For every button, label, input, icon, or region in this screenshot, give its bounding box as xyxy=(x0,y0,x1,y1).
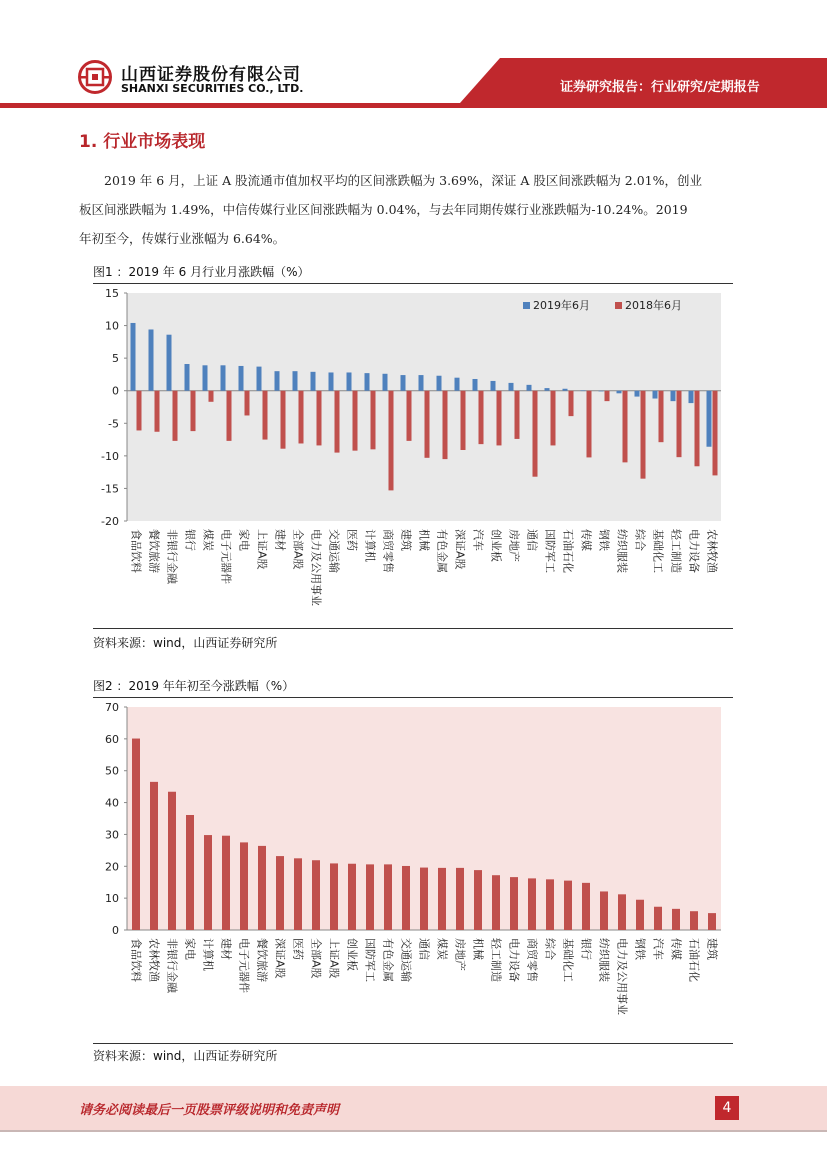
x-tick-label: 餐饮旅游 xyxy=(255,938,269,982)
bar-ytd xyxy=(204,835,212,930)
x-tick-label: 纺织服装 xyxy=(597,938,611,982)
bar-2018 xyxy=(551,391,556,446)
y-tick-label: 10 xyxy=(105,892,119,906)
bar-2018 xyxy=(227,391,232,441)
bar-ytd xyxy=(690,911,698,930)
company-name-cn: 山西证券股份有限公司 xyxy=(121,65,301,85)
bar-ytd xyxy=(150,782,158,930)
x-tick-label: 轻工制造 xyxy=(489,938,503,982)
bar-2019 xyxy=(653,391,658,399)
bar-ytd xyxy=(528,878,536,930)
x-tick-label: 全部A股 xyxy=(291,529,305,570)
bar-2019 xyxy=(257,367,262,391)
y-tick-label: 10 xyxy=(105,319,119,333)
x-tick-label: 商贸零售 xyxy=(525,938,539,982)
x-tick-label: 交通运输 xyxy=(327,529,341,573)
bar-ytd xyxy=(672,909,680,930)
bar-ytd xyxy=(240,842,248,930)
paragraph-line: 板区间涨跌幅为 1.49%，中信传媒行业区间涨跌幅为 0.04%，与去年同期传媒行业涨跌幅为-10.24%。2019 xyxy=(79,202,688,217)
x-tick-label: 深证A股 xyxy=(453,529,467,570)
x-tick-label: 汽车 xyxy=(651,938,665,960)
bar-2018 xyxy=(443,391,448,459)
x-tick-label: 电力设备 xyxy=(507,938,521,982)
bar-2019 xyxy=(473,379,478,391)
x-tick-label: 国防军工 xyxy=(363,938,377,982)
x-tick-label: 创业板 xyxy=(345,938,359,971)
x-tick-label: 综合 xyxy=(543,938,557,960)
paragraph-line: 年初至今，传媒行业涨幅为 6.64%。 xyxy=(79,231,286,246)
bar-2018 xyxy=(515,391,520,439)
x-tick-label: 家电 xyxy=(237,529,251,551)
bar-2019 xyxy=(491,381,496,391)
x-tick-label: 传媒 xyxy=(579,529,593,551)
x-tick-label: 农林牧渔 xyxy=(705,529,719,573)
x-tick-label: 石油石化 xyxy=(561,529,575,573)
x-tick-label: 房地产 xyxy=(507,529,521,562)
monthly-change-chart xyxy=(93,284,733,628)
x-tick-label: 银行 xyxy=(183,529,197,551)
bar-2019 xyxy=(599,391,604,392)
x-tick-label: 钢铁 xyxy=(633,938,647,960)
bar-2018 xyxy=(371,391,376,450)
x-tick-label: 电力设备 xyxy=(687,529,701,573)
bar-ytd xyxy=(366,864,374,930)
figure1-title: 图1 ：2019 年 6 月行业月涨跌幅（%） xyxy=(93,265,310,279)
bar-2018 xyxy=(407,391,412,441)
x-tick-label: 上证A股 xyxy=(327,938,341,979)
company-name-en: SHANXI SECURITIES CO., LTD. xyxy=(121,82,304,95)
bar-2019 xyxy=(347,372,352,390)
bar-2019 xyxy=(581,390,586,391)
legend-label: 2018年6月 xyxy=(625,299,682,312)
bar-2019 xyxy=(635,391,640,397)
bar-ytd xyxy=(546,879,554,930)
x-tick-label: 机械 xyxy=(417,529,431,551)
bar-2019 xyxy=(293,371,298,391)
bar-ytd xyxy=(510,877,518,930)
x-tick-label: 机械 xyxy=(471,938,485,960)
bar-2018 xyxy=(587,391,592,458)
bar-2018 xyxy=(299,391,304,444)
section-title: 1. 行业市场表现 xyxy=(79,132,206,152)
x-tick-label: 电力及公用事业 xyxy=(615,938,629,1015)
x-tick-label: 非银行金融 xyxy=(165,529,179,584)
y-tick-label: 70 xyxy=(105,701,119,714)
bar-2019 xyxy=(707,391,712,447)
bar-2018 xyxy=(425,391,430,458)
x-tick-label: 有色金属 xyxy=(435,529,449,573)
y-tick-label: -20 xyxy=(101,515,119,528)
bar-ytd xyxy=(168,792,176,930)
x-tick-label: 煤炭 xyxy=(201,529,215,551)
x-tick-label: 医药 xyxy=(345,529,359,551)
bar-ytd xyxy=(276,856,284,930)
bar-2018 xyxy=(137,391,142,431)
bar-2018 xyxy=(659,391,664,442)
legend-swatch xyxy=(523,302,530,309)
bar-2019 xyxy=(419,375,424,391)
x-tick-label: 纺织服装 xyxy=(615,529,629,573)
bar-2018 xyxy=(641,391,646,479)
bar-2018 xyxy=(479,391,484,444)
bar-2018 xyxy=(461,391,466,450)
bar-2019 xyxy=(311,372,316,391)
legend-label: 2019年6月 xyxy=(533,299,590,312)
bar-2019 xyxy=(167,335,172,391)
bar-2019 xyxy=(617,391,622,394)
legend-swatch xyxy=(615,302,622,309)
bar-ytd xyxy=(348,864,356,930)
bar-2018 xyxy=(245,391,250,416)
bar-2019 xyxy=(545,388,550,391)
bar-ytd xyxy=(636,900,644,930)
bar-2019 xyxy=(437,376,442,391)
y-tick-label: -5 xyxy=(108,417,119,431)
x-tick-label: 建材 xyxy=(219,938,233,960)
x-tick-label: 基础化工 xyxy=(651,529,665,573)
bar-2019 xyxy=(509,383,514,391)
x-tick-label: 钢铁 xyxy=(597,529,611,551)
bar-2018 xyxy=(353,391,358,451)
bar-ytd xyxy=(582,883,590,930)
disclaimer-text: 请务必阅读最后一页股票评级说明和免责声明 xyxy=(79,1103,340,1118)
plot-area xyxy=(127,293,721,521)
bar-2019 xyxy=(203,365,208,390)
bar-2019 xyxy=(401,375,406,391)
bar-2019 xyxy=(527,385,532,391)
x-tick-label: 食品饮料 xyxy=(129,938,143,982)
bar-2018 xyxy=(389,391,394,491)
bar-2019 xyxy=(563,389,568,391)
bar-ytd xyxy=(186,815,194,930)
x-tick-label: 家电 xyxy=(183,938,197,960)
y-tick-label: 0 xyxy=(112,384,119,398)
bar-ytd xyxy=(258,846,266,930)
footer-divider xyxy=(0,1130,827,1132)
x-tick-label: 国防军工 xyxy=(543,529,557,573)
bar-2018 xyxy=(317,391,322,446)
bar-ytd xyxy=(330,863,338,930)
x-tick-label: 煤炭 xyxy=(435,938,449,960)
divider xyxy=(93,1043,733,1044)
x-tick-label: 非银行金融 xyxy=(165,938,179,993)
bar-2018 xyxy=(497,391,502,446)
bar-ytd xyxy=(420,868,428,930)
x-tick-label: 轻工制造 xyxy=(669,529,683,573)
x-tick-label: 银行 xyxy=(579,938,593,960)
x-tick-label: 通信 xyxy=(417,938,431,960)
bar-2019 xyxy=(383,374,388,391)
x-tick-label: 电力及公用事业 xyxy=(309,529,323,606)
x-tick-label: 房地产 xyxy=(453,938,467,971)
x-tick-label: 综合 xyxy=(633,529,647,551)
x-tick-label: 建材 xyxy=(273,529,287,551)
bar-ytd xyxy=(456,868,464,930)
bar-2018 xyxy=(605,391,610,401)
bar-2019 xyxy=(455,378,460,391)
x-tick-label: 深证A股 xyxy=(273,938,287,979)
ytd-change-chart xyxy=(93,698,733,1042)
x-tick-label: 电子元器件 xyxy=(219,529,233,584)
bar-2018 xyxy=(155,391,160,432)
bar-2019 xyxy=(185,364,190,391)
y-tick-label: 30 xyxy=(105,828,119,842)
x-tick-label: 建筑 xyxy=(705,938,719,960)
x-tick-label: 医药 xyxy=(291,938,305,960)
x-tick-label: 传媒 xyxy=(669,938,683,960)
bar-2019 xyxy=(329,372,334,390)
bar-2018 xyxy=(677,391,682,457)
x-tick-label: 建筑 xyxy=(399,529,413,551)
x-tick-label: 食品饮料 xyxy=(129,529,143,573)
x-tick-label: 餐饮旅游 xyxy=(147,529,161,573)
y-tick-label: 40 xyxy=(105,796,119,810)
bar-ytd xyxy=(384,864,392,930)
y-tick-label: 20 xyxy=(105,860,119,874)
x-tick-label: 基础化工 xyxy=(561,938,575,982)
bar-2018 xyxy=(281,391,286,449)
bar-2019 xyxy=(365,373,370,391)
figure1-source: 资料来源：wind，山西证券研究所 xyxy=(93,636,278,650)
y-tick-label: -15 xyxy=(101,482,119,496)
bar-2019 xyxy=(239,366,244,391)
y-tick-label: 50 xyxy=(105,764,119,778)
x-tick-label: 农林牧渔 xyxy=(147,938,161,982)
bar-ytd xyxy=(600,891,608,930)
x-tick-label: 电子元器件 xyxy=(237,938,251,993)
y-tick-label: 0 xyxy=(112,924,119,937)
figure2-title: 图2 ：2019 年年初至今涨跌幅（%） xyxy=(93,679,295,693)
x-tick-label: 计算机 xyxy=(201,938,215,971)
bar-2019 xyxy=(689,391,694,403)
bar-2018 xyxy=(173,391,178,441)
bar-2018 xyxy=(713,391,718,476)
bar-ytd xyxy=(294,858,302,930)
report-type-label: 证券研究报告：行业研究/定期报告 xyxy=(560,80,760,95)
x-tick-label: 计算机 xyxy=(363,529,377,562)
bar-2019 xyxy=(275,371,280,391)
page-number: 4 xyxy=(715,1096,739,1120)
x-tick-label: 交通运输 xyxy=(399,938,413,982)
bar-2018 xyxy=(569,391,574,416)
bar-2018 xyxy=(263,391,268,440)
x-tick-label: 有色金属 xyxy=(381,938,395,982)
x-tick-label: 石油石化 xyxy=(687,938,701,982)
bar-ytd xyxy=(222,836,230,930)
bar-ytd xyxy=(492,875,500,930)
bar-ytd xyxy=(132,739,140,930)
bar-ytd xyxy=(474,870,482,930)
bar-ytd xyxy=(564,881,572,930)
bar-2019 xyxy=(131,323,136,391)
y-tick-label: -10 xyxy=(101,449,119,463)
bar-2018 xyxy=(695,391,700,467)
y-tick-label: 15 xyxy=(105,287,119,300)
paragraph-line: 2019 年 6 月，上证 A 股流通市值加权平均的区间涨跌幅为 3.69%，深证 A 股区间涨跌幅为 2.01%，创业 xyxy=(104,173,702,188)
bar-2018 xyxy=(335,391,340,453)
bar-ytd xyxy=(708,913,716,930)
x-tick-label: 创业板 xyxy=(489,529,503,562)
divider xyxy=(93,628,733,629)
x-tick-label: 通信 xyxy=(525,529,539,551)
bar-ytd xyxy=(654,907,662,930)
bar-ytd xyxy=(312,860,320,930)
bar-2018 xyxy=(623,391,628,463)
y-tick-label: 5 xyxy=(112,352,119,366)
figure2-source: 资料来源：wind，山西证券研究所 xyxy=(93,1049,278,1063)
bar-2019 xyxy=(221,365,226,390)
bar-2018 xyxy=(191,391,196,431)
bar-ytd xyxy=(438,868,446,930)
y-tick-label: 60 xyxy=(105,732,119,746)
x-tick-label: 上证A股 xyxy=(255,529,269,570)
bar-2019 xyxy=(671,391,676,401)
bar-2019 xyxy=(149,329,154,390)
x-tick-label: 商贸零售 xyxy=(381,529,395,573)
bar-2018 xyxy=(533,391,538,477)
bar-ytd xyxy=(402,866,410,930)
x-tick-label: 汽车 xyxy=(471,529,485,551)
bar-2018 xyxy=(209,391,214,402)
x-tick-label: 全部A股 xyxy=(309,938,323,979)
company-logo-icon xyxy=(78,60,112,94)
bar-ytd xyxy=(618,894,626,930)
